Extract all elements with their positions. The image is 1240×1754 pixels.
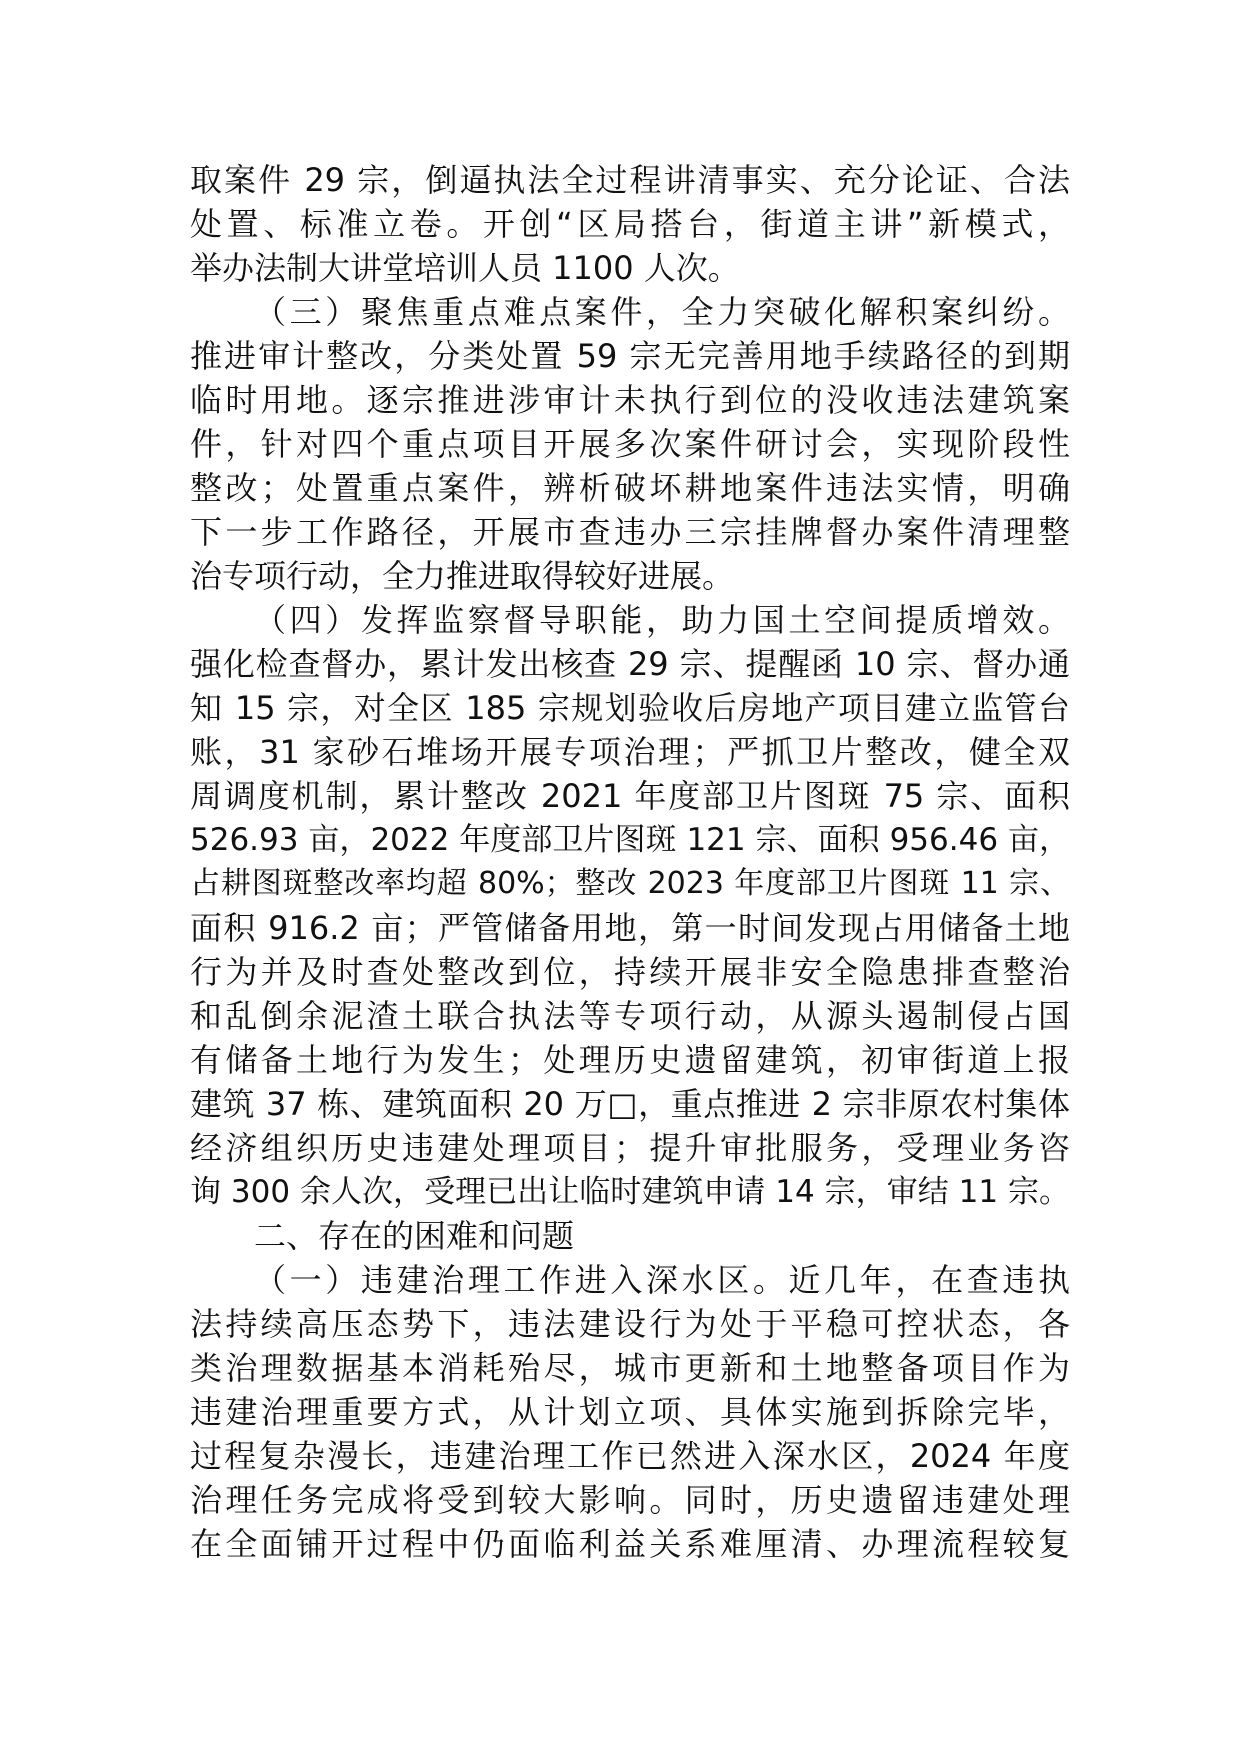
- text-line: 临时用地。逐宗推进涉审计未执行到位的没收违法建筑案: [190, 381, 1070, 419]
- chapter-heading-2: 二、存在的困难和问题: [254, 1217, 575, 1255]
- text-line: 件，针对四个重点项目开展多次案件研讨会，实现阶段性: [190, 425, 1070, 463]
- text-line: 举办法制大讲堂培训人员 1100 人次。: [190, 249, 740, 287]
- text-line: 整改；处置重点案件，辨析破坏耕地案件违法实情，明确: [190, 469, 1070, 507]
- text-line: 取案件 29 宗，倒逼执法全过程讲清事实、充分论证、合法: [190, 161, 1070, 199]
- text-line: 在全面铺开过程中仍面临利益关系难厘清、办理流程较复: [190, 1525, 1070, 1563]
- text-line: 526.93 亩，2022 年度部卫片图斑 121 宗、面积 956.46 亩，: [190, 822, 1070, 858]
- text-line: 询 300 余人次，受理已出让临时建筑申请 14 宗，审结 11 宗。: [190, 1174, 1070, 1210]
- text-line: 建筑 37 栋、建筑面积 20 万□，重点推进 2 宗非原农村集体: [190, 1085, 1070, 1123]
- text-line: 和乱倒余泥渣土联合执法等专项行动，从源头遏制侵占国: [190, 997, 1070, 1035]
- text-line: 处置、标准立卷。开创“区局搭台，街道主讲”新模式，: [190, 205, 1070, 243]
- text-line: 类治理数据基本消耗殆尽，城市更新和土地整备项目作为: [190, 1349, 1070, 1387]
- text-line: 治专项行动，全力推进取得较好进展。: [190, 557, 735, 595]
- section-heading-4: （四）发挥监察督导职能，助力国土空间提质增效。: [254, 601, 1070, 639]
- text-line: 账，31 家砂石堆场开展专项治理；严抓卫片整改，健全双: [190, 733, 1070, 771]
- text-line: 强化检查督办，累计发出核查 29 宗、提醒函 10 宗、督办通: [190, 645, 1070, 683]
- text-line: 占耕图斑整改率均超 80%；整改 2023 年度部卫片图斑 11 宗、: [190, 866, 1070, 901]
- text-line: 面积 916.2 亩；严管储备用地，第一时间发现占用储备土地: [190, 909, 1070, 947]
- text-line: 违建治理重要方式，从计划立项、具体实施到拆除完毕，: [190, 1393, 1070, 1431]
- text-line: 周调度机制，累计整改 2021 年度部卫片图斑 75 宗、面积: [190, 777, 1070, 815]
- text-line: 推进审计整改，分类处置 59 宗无完善用地手续路径的到期: [190, 337, 1070, 375]
- section-heading-1: （一）违建治理工作进入深水区。近几年，在查违执: [254, 1261, 1070, 1299]
- text-line: 行为并及时查处整改到位，持续开展非安全隐患排查整治: [190, 953, 1070, 991]
- text-line: 有储备土地行为发生；处理历史遗留建筑，初审街道上报: [190, 1041, 1070, 1079]
- text-line: 经济组织历史违建处理项目；提升审批服务，受理业务咨: [190, 1129, 1070, 1167]
- text-line: 过程复杂漫长，违建治理工作已然进入深水区，2024 年度: [190, 1437, 1070, 1475]
- text-line: 知 15 宗，对全区 185 宗规划验收后房地产项目建立监管台: [190, 689, 1070, 727]
- text-line: 法持续高压态势下，违法建设行为处于平稳可控状态，各: [190, 1305, 1070, 1343]
- section-heading-3: （三）聚焦重点难点案件，全力突破化解积案纠纷。: [254, 293, 1070, 331]
- text-line: 治理任务完成将受到较大影响。同时，历史遗留违建处理: [190, 1481, 1070, 1519]
- text-line: 下一步工作路径，开展市查违办三宗挂牌督办案件清理整: [190, 513, 1070, 551]
